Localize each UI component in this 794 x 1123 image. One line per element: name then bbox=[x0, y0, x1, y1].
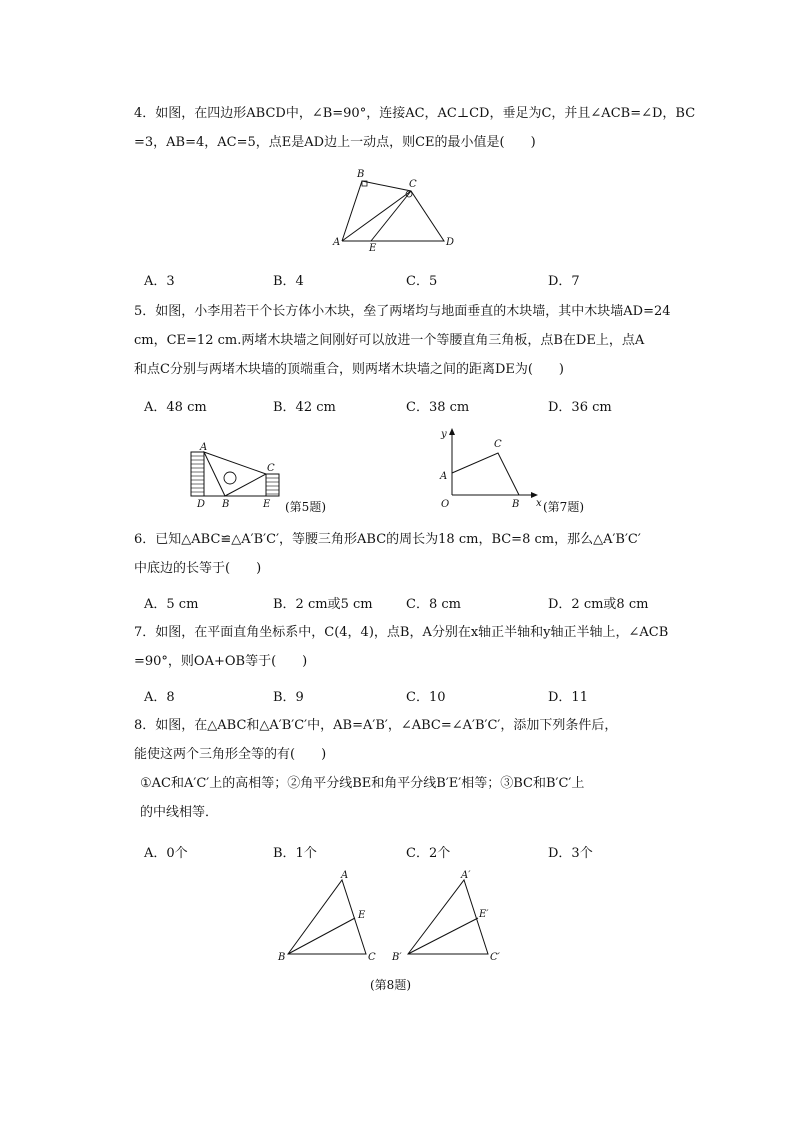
q5-option-d[interactable]: D．36 cm bbox=[548, 400, 612, 415]
q5-right-wall-hatch bbox=[266, 478, 279, 494]
q8-label-c: C bbox=[368, 952, 376, 963]
q5-label-b: B bbox=[222, 499, 230, 510]
question-8-line-2: 能使这两个三角形全等的有( ) bbox=[134, 747, 327, 762]
question-4 bbox=[134, 99, 696, 157]
q8-option-b[interactable]: B．1个 bbox=[273, 846, 317, 861]
q5-right-wall bbox=[266, 474, 279, 496]
question-4-options bbox=[144, 270, 664, 290]
q5-label-a: A bbox=[200, 442, 208, 453]
q4-quadrilateral bbox=[342, 181, 444, 241]
q6-option-c[interactable]: C．8 cm bbox=[406, 597, 461, 612]
q7-label-o: O bbox=[441, 499, 450, 510]
q8-label-e: E bbox=[358, 910, 366, 921]
q8-option-a[interactable]: A．0个 bbox=[144, 846, 188, 861]
q4-option-b[interactable]: B．4 bbox=[273, 274, 304, 289]
question-7-figure bbox=[432, 425, 547, 515]
q8-label-c-prime: C′ bbox=[490, 952, 500, 963]
q8-label-a: A bbox=[341, 870, 349, 881]
q4-label-d: D bbox=[446, 237, 455, 248]
figure-7-caption: (第7题) bbox=[543, 500, 584, 514]
figure-8-caption: (第8题) bbox=[370, 978, 411, 992]
question-8 bbox=[134, 711, 674, 827]
question-8-line-4: 的中线相等． bbox=[140, 805, 219, 820]
q8-bisector-b2e2 bbox=[408, 918, 478, 954]
question-7 bbox=[134, 618, 674, 676]
q7-label-a: A bbox=[440, 471, 448, 482]
q8-label-a-prime: A′ bbox=[461, 870, 471, 881]
q7-path-acb bbox=[452, 453, 519, 495]
figure-5-caption: (第5题) bbox=[285, 500, 326, 514]
q4-label-e: E bbox=[369, 243, 377, 254]
q7-option-d[interactable]: D．11 bbox=[548, 690, 588, 705]
q4-option-a[interactable]: A．3 bbox=[144, 274, 175, 289]
q7-label-b: B bbox=[512, 499, 520, 510]
q7-label-x: x bbox=[536, 498, 542, 509]
q6-option-d[interactable]: D．2 cm或8 cm bbox=[548, 597, 649, 612]
question-7-line-2: =90°，则OA+OB等于( ) bbox=[134, 654, 308, 669]
q7-option-b[interactable]: B．9 bbox=[273, 690, 304, 705]
question-6-line-1: 6．已知△ABC≌△A′B′C′，等腰三角形ABC的周长为18 cm，BC=8 cm，那么△A′B′C′ bbox=[134, 532, 641, 547]
question-7-options bbox=[144, 686, 664, 706]
question-6 bbox=[134, 525, 674, 583]
question-5-line-2: cm，CE=12 cm.两堵木块墙之间刚好可以放进一个等腰直角三角板，点B在DE上，点A bbox=[134, 333, 645, 348]
q8-option-d[interactable]: D．3个 bbox=[548, 846, 593, 861]
question-5-figure bbox=[186, 440, 286, 510]
q5-label-d: D bbox=[197, 499, 206, 510]
question-8-line-1: 8．如图，在△ABC和△A′B′C′中，AB=A′B′，∠ABC=∠A′B′C′，添加下列条件后， bbox=[134, 718, 618, 733]
q8-label-b: B bbox=[278, 952, 286, 963]
question-8-options bbox=[144, 842, 664, 862]
q8-bisector-be bbox=[288, 918, 355, 954]
q8-label-b-prime: B′ bbox=[392, 952, 402, 963]
q7-label-c: C bbox=[494, 439, 502, 450]
question-5 bbox=[134, 297, 674, 384]
q5-label-c: C bbox=[267, 463, 275, 474]
q7-option-c[interactable]: C．10 bbox=[406, 690, 446, 705]
question-8-line-3: ①AC和A′C′上的高相等；②角平分线BE和角平分线B′E′相等；③BC和B′C′上 bbox=[140, 776, 585, 791]
question-4-line-2: =3，AB=4，AC=5，点E是AD边上一动点，则CE的最小值是( ) bbox=[134, 135, 536, 150]
q5-left-wall-hatch bbox=[191, 456, 204, 492]
q8-option-c[interactable]: C．2个 bbox=[406, 846, 451, 861]
q5-option-b[interactable]: B．42 cm bbox=[273, 400, 336, 415]
question-4-figure bbox=[330, 165, 460, 255]
question-4-line-1: 4．如图，在四边形ABCD中，∠B=90°，连接AC，AC⊥CD，垂足为C，并且∠ACB=∠D，BC bbox=[134, 106, 696, 121]
question-5-line-1: 5．如图，小李用若干个长方体小木块，垒了两堵均与地面垂直的木块墙，其中木块墙AD=24 bbox=[134, 304, 671, 319]
question-7-line-1: 7．如图，在平面直角坐标系中，C(4，4)，点B，A分别在x轴正半轴和y轴正半轴上，∠ACB bbox=[134, 625, 669, 640]
q8-triangle-abc bbox=[288, 880, 366, 954]
q8-triangle-a2b2c2 bbox=[408, 880, 488, 954]
q6-option-b[interactable]: B．2 cm或5 cm bbox=[273, 597, 373, 612]
question-8-figure bbox=[272, 868, 512, 968]
q7-label-y: y bbox=[441, 429, 447, 440]
q5-plate-hole bbox=[224, 472, 236, 484]
q6-option-a[interactable]: A．5 cm bbox=[144, 597, 199, 612]
q4-label-b: B bbox=[357, 169, 365, 180]
q4-option-d[interactable]: D．7 bbox=[548, 274, 580, 289]
q5-option-c[interactable]: C．38 cm bbox=[406, 400, 470, 415]
q4-label-c: C bbox=[409, 179, 417, 190]
q4-option-c[interactable]: C．5 bbox=[406, 274, 438, 289]
q5-left-wall bbox=[191, 452, 204, 496]
question-5-options bbox=[144, 396, 664, 416]
q8-label-e-prime: E′ bbox=[479, 909, 489, 920]
q7-option-a[interactable]: A．8 bbox=[144, 690, 175, 705]
question-5-line-3: 和点C分别与两堵木块墙的顶端重合，则两堵木块墙之间的距离DE为( ) bbox=[134, 362, 565, 377]
question-6-line-2: 中底边的长等于( ) bbox=[134, 561, 262, 576]
question-6-options bbox=[144, 593, 664, 613]
q5-label-e: E bbox=[263, 499, 271, 510]
q4-label-a: A bbox=[333, 237, 341, 248]
q7-y-axis-arrow bbox=[449, 428, 455, 435]
q5-option-a[interactable]: A．48 cm bbox=[144, 400, 207, 415]
